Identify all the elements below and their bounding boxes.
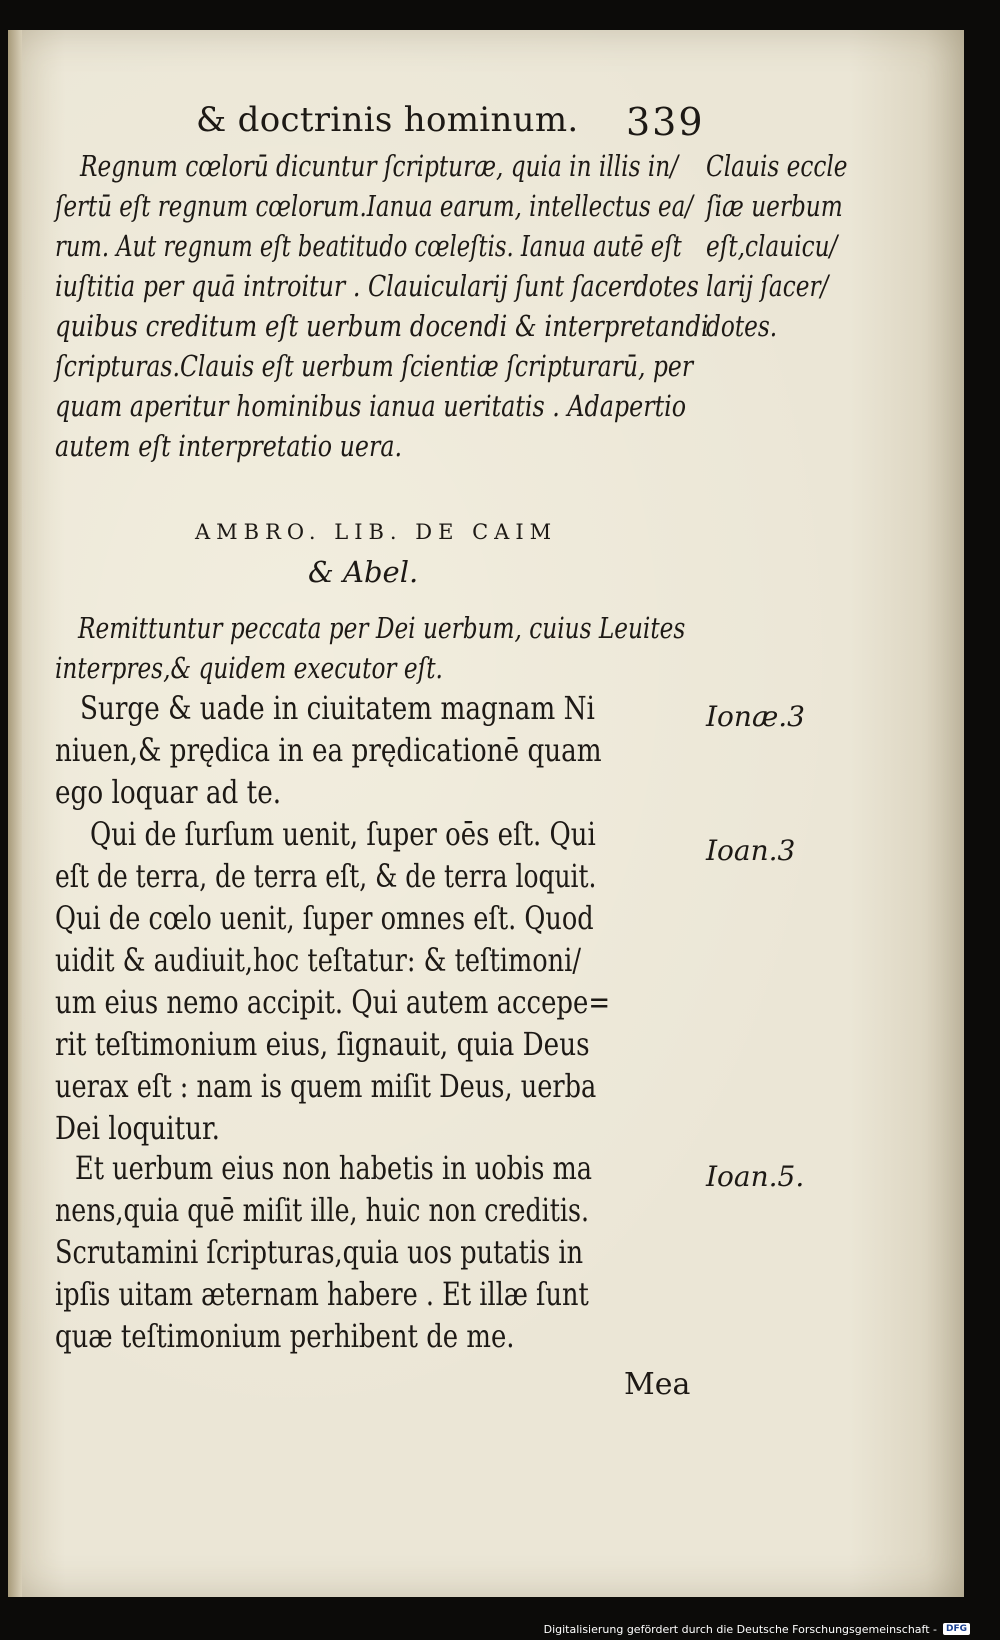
text-line: eſt de terra, de terra eſt, & de terra loquit. <box>55 857 597 895</box>
text-line: uerax eſt : nam is quem miſit Deus, uerba <box>55 1067 597 1105</box>
running-title: & doctrinis hominum. <box>196 100 579 140</box>
text-line: Scrutamini ſcripturas,quia uos putatis in <box>55 1233 584 1271</box>
catchword: Mea <box>624 1367 691 1402</box>
text-line: ſertū eſt regnum cœlorum.Ianua earum, intellectus ea/ <box>55 189 693 223</box>
margin-reference: Ionæ.3 <box>706 700 805 733</box>
digitization-footer <box>544 1620 970 1638</box>
section-subheading: & Abel. <box>308 555 419 589</box>
margin-note: larij ſacer/ <box>706 269 829 303</box>
text-line: quæ teſtimonium perhibent de me. <box>55 1317 515 1355</box>
text-line: Qui de ſurſum uenit, ſuper oēs eſt. Qui <box>90 815 596 853</box>
dfg-logo-icon: DFG <box>943 1623 970 1635</box>
text-line: Qui de cœlo uenit, ſuper omnes eſt. Quod <box>55 899 594 937</box>
text-line: ego loquar ad te. <box>55 773 282 811</box>
text-line: ipſis uitam æternam habere . Et illæ ſunt <box>55 1275 589 1313</box>
text-line: um eius nemo accipit. Qui autem accepe= <box>55 983 611 1021</box>
text-line: interpres,& quidem executor eſt. <box>55 651 443 685</box>
text-line: iuſtitia per quā introitur . Clauicularij ſunt ſacerdotes <box>55 269 699 303</box>
book-page <box>8 30 964 1597</box>
margin-note: ſiæ uerbum <box>706 189 843 223</box>
margin-note: eſt,clauicu/ <box>706 229 838 263</box>
text-line: quam aperitur hominibus ianua ueritatis . Adapertio <box>55 389 687 423</box>
page-number: 339 <box>626 100 705 144</box>
text-line: niuen,& prędica in ea prędicationē quam <box>55 731 602 769</box>
margin-reference: Ioan.3 <box>706 834 796 867</box>
text-line: Surge & uade in ciuitatem magnam Ni <box>80 689 595 727</box>
text-line: autem eſt interpretatio uera. <box>55 429 403 463</box>
text-line: quibus creditum eſt uerbum docendi & interpretandi <box>55 309 709 343</box>
text-line: Regnum cœlorū dicuntur ſcripturæ, quia in illis in/ <box>80 149 679 183</box>
margin-note: Clauis eccle <box>706 149 848 183</box>
text-line: Dei loquitur. <box>55 1109 221 1147</box>
margin-reference: Ioan.5. <box>706 1160 805 1193</box>
margin-note: dotes. <box>706 309 778 343</box>
text-line: rit teſtimonium eius, ſignauit, quia Deus <box>55 1025 590 1063</box>
text-line: uidit & audiuit,hoc teſtatur: & teſtimoni/ <box>55 941 581 979</box>
text-line: Remittuntur peccata per Dei uerbum, cuius Leuites <box>78 611 686 645</box>
page-edge <box>8 30 22 1597</box>
footer-text: Digitalisierung gefördert durch die Deutsche Forschungsgemeinschaft - <box>543 1622 937 1636</box>
text-line: nens,quia quē miſit ille, huic non creditis. <box>55 1191 590 1229</box>
section-heading: AMBRO. LIB. DE CAIM <box>195 520 558 544</box>
text-line: Et uerbum eius non habetis in uobis ma <box>75 1149 593 1187</box>
text-line: ſcripturas.Clauis eſt uerbum ſcientiæ ſcripturarū, per <box>55 349 694 383</box>
text-line: rum. Aut regnum eſt beatitudo cœleſtis. Ianua autē eſt <box>55 229 682 263</box>
